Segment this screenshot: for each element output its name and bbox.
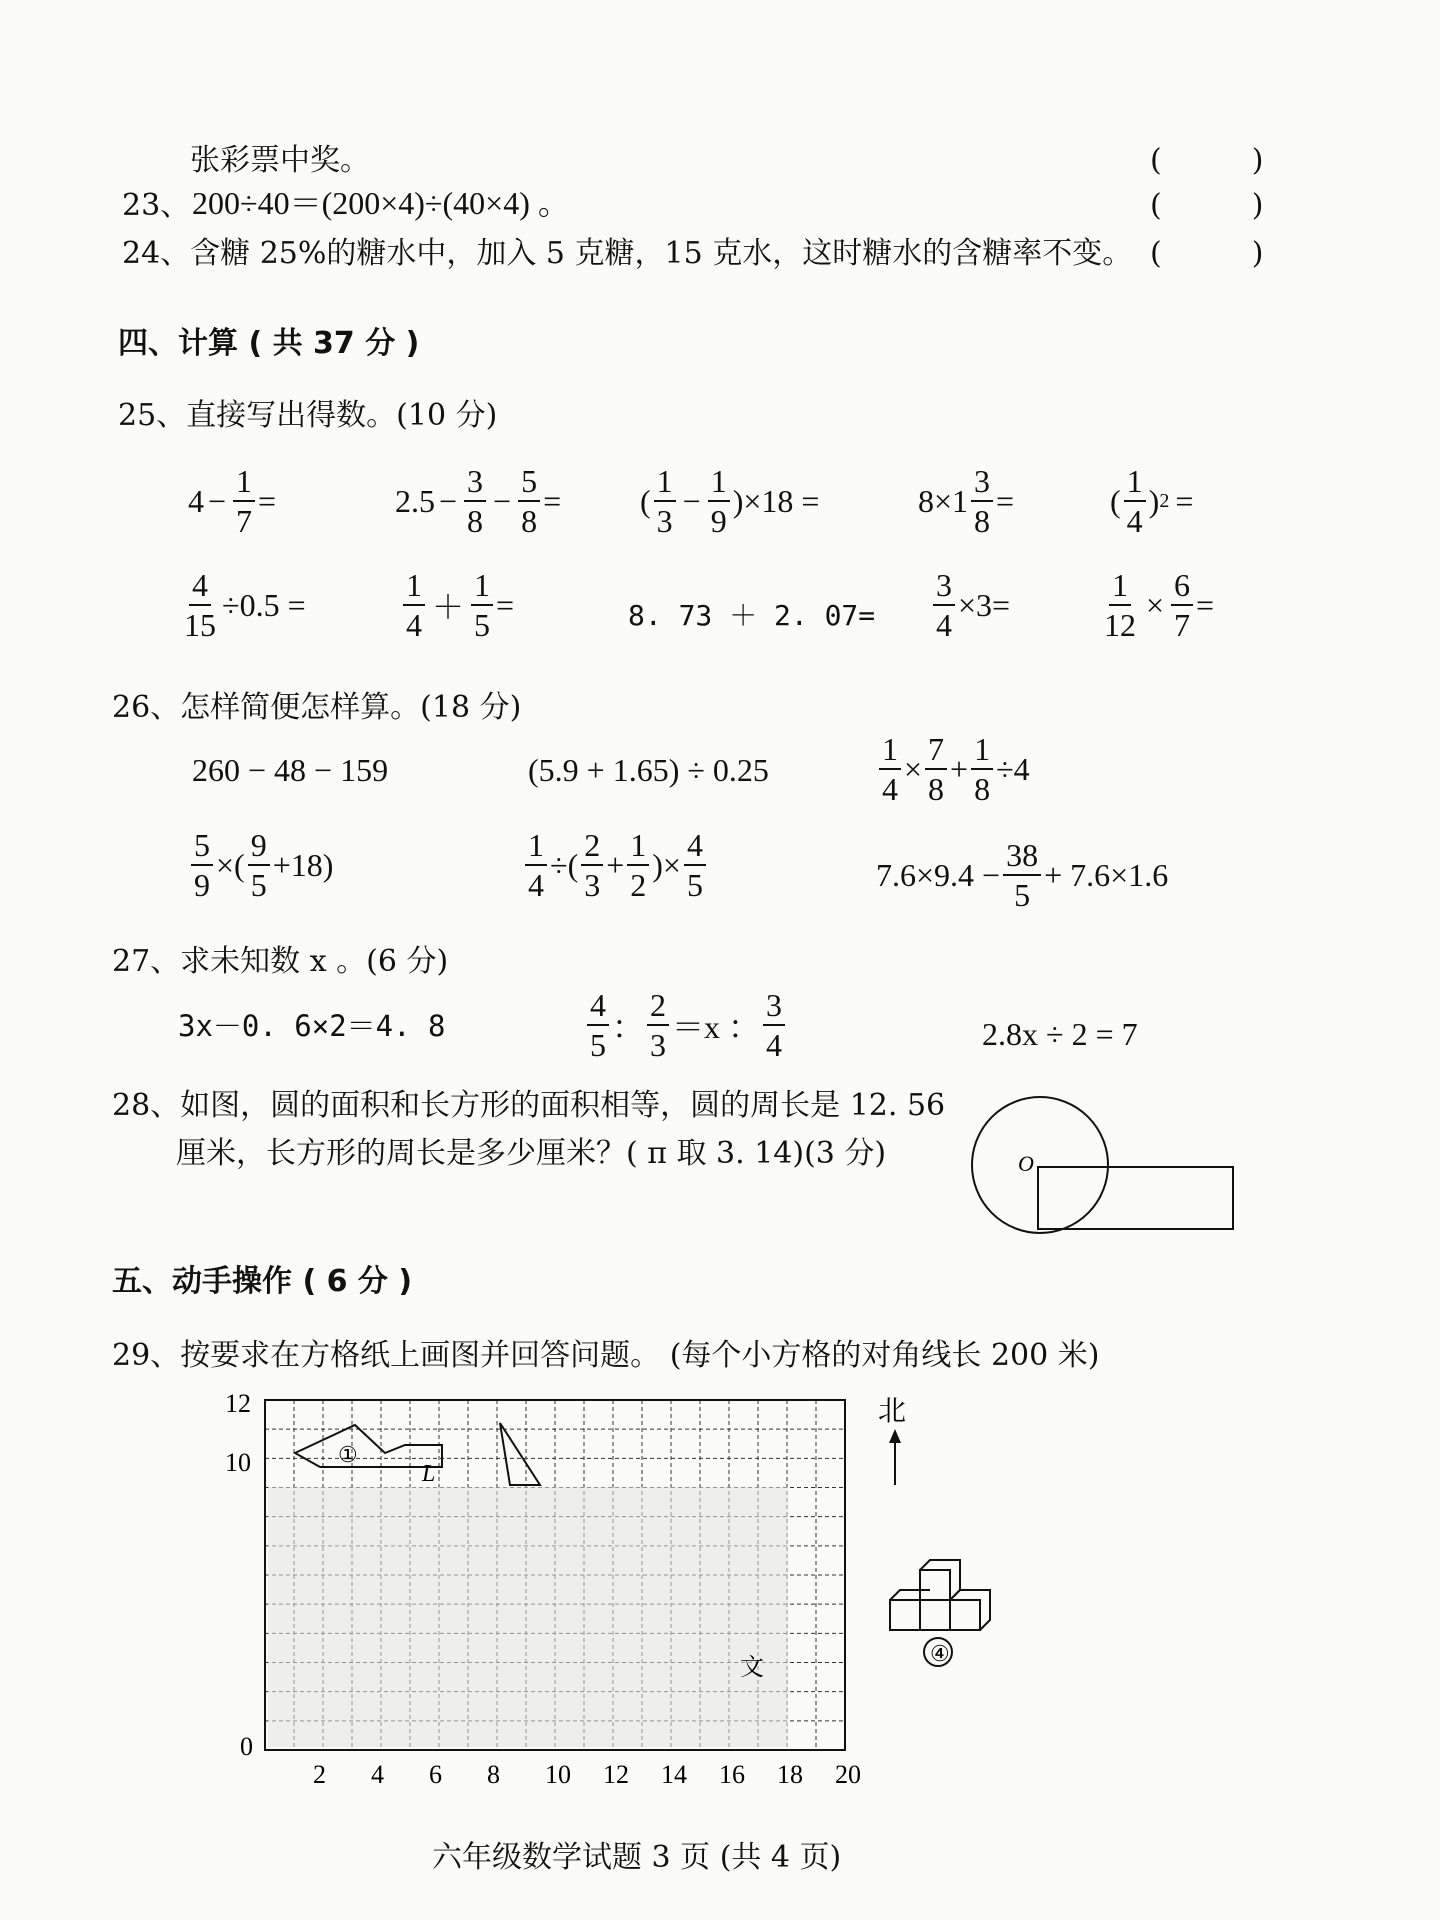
- q26-e3: $\frac{1}{4}$ × $\frac{7}{8}$ + $\frac{1}{8}$ ÷4: [876, 730, 1030, 808]
- q26-e6: 7.6×9.4 − $\frac{38}{5}$ + 7.6×1.6: [876, 837, 1169, 913]
- prev-item-text: 张彩票中奖。: [190, 143, 370, 178]
- q26-e4: $\frac{5}{9}$ ×( $\frac{9}{5}$ +18): [188, 826, 333, 904]
- circle-shape: [972, 1097, 1108, 1233]
- rectangle-shape: [1038, 1167, 1233, 1229]
- q25-r2-e5: $\frac{1}{12}$ × $\frac{6}{7}$ =: [1104, 567, 1215, 643]
- x-tick-label: 4: [371, 1760, 384, 1785]
- q25-r1-e5: ( $\frac{1}{4}$ ) 2 =: [1110, 463, 1194, 539]
- q24-blank[interactable]: ( ): [1150, 236, 1264, 271]
- q25-r2-e3: 8. 73 ＋ 2. 07=: [628, 599, 876, 632]
- circle-center-label: O: [1018, 1151, 1034, 1176]
- x-tick-label: 16: [719, 1760, 745, 1785]
- cube-label: ④: [930, 1642, 950, 1667]
- q28-line2: 厘米，长方形的周长是多少厘米？( π 取 3. 14)(3 分): [176, 1136, 887, 1171]
- q25-title: 25、直接写出得数。(10 分): [118, 398, 498, 433]
- faded-region: [268, 1487, 788, 1747]
- section4-title: 四、计算 ( 共 37 分 ): [118, 326, 420, 361]
- x-tick-label: 2: [313, 1760, 326, 1785]
- q24-text: 24、含糖 25%的糖水中，加入 5 克糖，15 克水，这时糖水的含糖率不变。: [122, 236, 1133, 271]
- q25-r2-e1: $\frac{4}{15}$ ÷0.5 =: [184, 567, 306, 643]
- q23-number: 23、: [122, 188, 191, 223]
- q25-r1-e3: ( $\frac{1}{3}$ − $\frac{1}{9}$ ) ×18 =: [640, 463, 820, 539]
- q27-e2: $\frac{4}{5}$ ： $\frac{2}{3}$ ＝x ： $\frac{3}{4}$: [584, 986, 788, 1064]
- q26-e5: $\frac{1}{4}$ ÷( $\frac{2}{3}$ + $\frac{1}{2}$ )× $\frac{4}{5}$: [522, 826, 709, 904]
- x-tick-label: 6: [429, 1760, 442, 1785]
- x-tick-label: 10: [545, 1760, 571, 1785]
- x-tick-label: 8: [487, 1760, 500, 1785]
- y-tick-10: 10: [225, 1448, 251, 1477]
- q25-r1-e2: 2.5 − $\frac{3}{8}$ − $\frac{5}{8}$ =: [395, 463, 562, 539]
- q25-r2-e4: $\frac{3}{4}$ ×3=: [930, 566, 1010, 644]
- shape-triangle: [500, 1423, 540, 1485]
- cube-stack: [890, 1560, 990, 1630]
- q25-r1-e4: 8×1 $\frac{3}{8}$ =: [918, 463, 1015, 539]
- shape-1: [295, 1425, 442, 1467]
- side-label: 文: [740, 1653, 764, 1681]
- x-tick-label: 18: [777, 1760, 803, 1785]
- q25-r2-e2: $\frac{1}{4}$ ＋ $\frac{1}{5}$ =: [400, 566, 514, 644]
- q27-e1: 3x－0. 6×2＝4. 8: [178, 1009, 446, 1043]
- shape-l-label: L: [422, 1461, 436, 1487]
- x-tick-labels: [313, 1760, 861, 1785]
- footer-page-info: 六年级数学试题 3 页 (共 4 页): [432, 1840, 842, 1875]
- q27-title: 27、求未知数 x 。(6 分): [112, 944, 449, 979]
- shape-1-label: ①: [338, 1443, 358, 1468]
- section5-title: 五、动手操作 ( 6 分 ): [112, 1264, 413, 1299]
- circle-rectangle-figure: [970, 1085, 1240, 1245]
- y-tick-12: 12: [225, 1389, 251, 1418]
- prev-item-blank[interactable]: ( ): [1150, 143, 1264, 178]
- x-tick-label: 14: [661, 1760, 687, 1785]
- q23-blank[interactable]: ( ): [1150, 188, 1264, 223]
- q26-title: 26、怎样简便怎样算。(18 分): [112, 690, 522, 725]
- grid-figure: [210, 1385, 1210, 1785]
- north-arrow-head: [889, 1429, 901, 1443]
- q26-e1: 260 − 48 − 159: [192, 752, 389, 788]
- q29-title: 29、按要求在方格纸上画图并回答问题。 (每个小方格的对角线长 200 米): [112, 1338, 1100, 1373]
- north-label: 北: [878, 1394, 907, 1427]
- q26-e2: (5.9 + 1.65) ÷ 0.25: [528, 752, 769, 788]
- q25-r1-e1: 4 − $\frac{1}{7}$ =: [188, 463, 277, 539]
- q27-e3: 2.8x ÷ 2 = 7: [982, 1016, 1138, 1052]
- x-tick-label: 12: [603, 1760, 629, 1785]
- x-tick-label: 20: [835, 1760, 861, 1785]
- y-tick-0: 0: [240, 1732, 253, 1761]
- q28-line1: 28、如图，圆的面积和长方形的面积相等，圆的周长是 12. 56: [112, 1088, 946, 1123]
- q23-expression: 200÷40＝(200×4)÷(40×4) 。: [192, 185, 570, 221]
